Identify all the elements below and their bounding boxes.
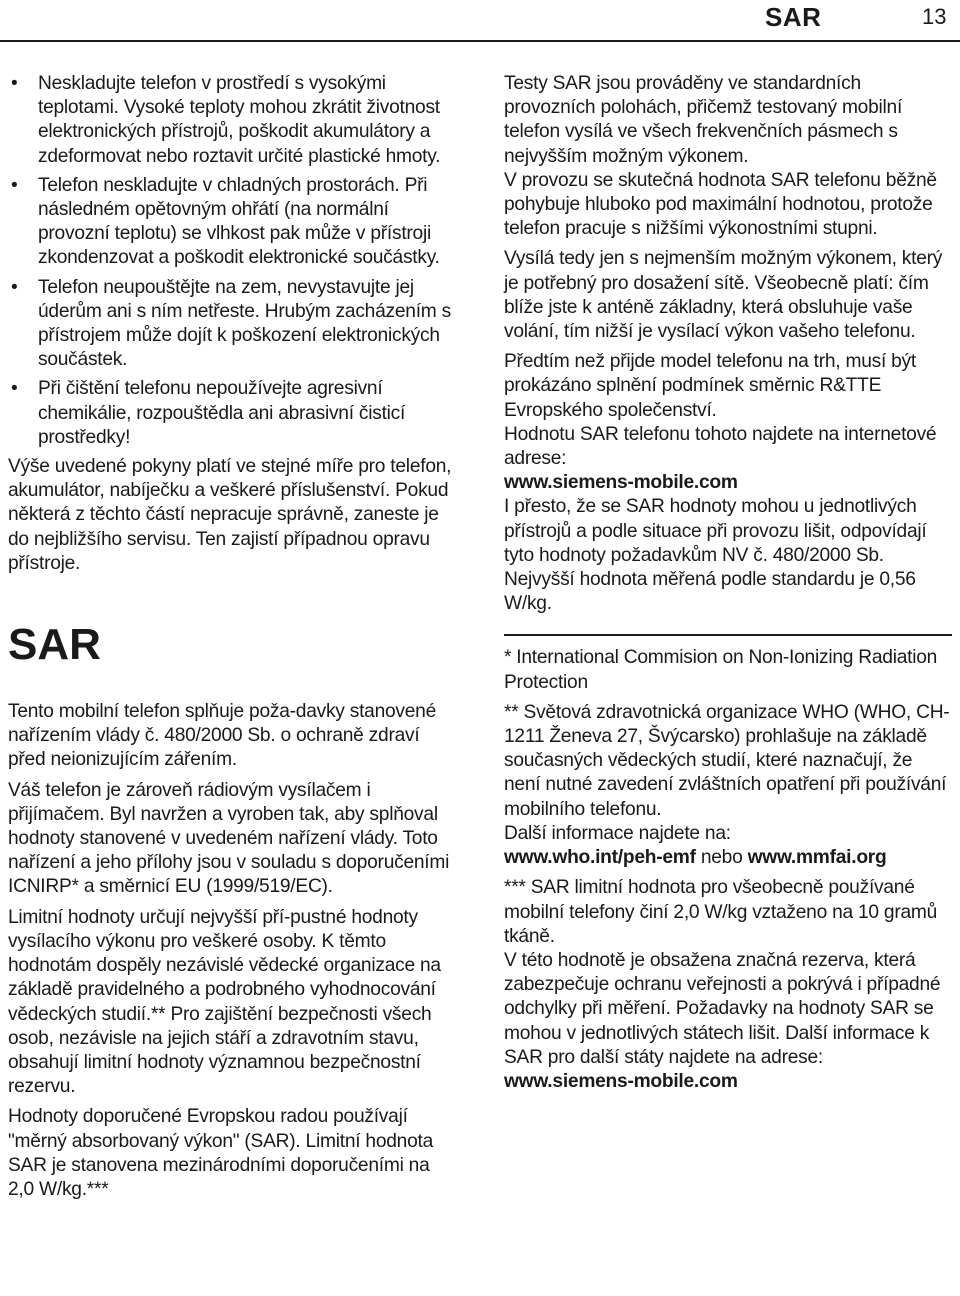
footnote-who-more: Další informace najdete na: [504,822,731,844]
care-bullet-list [8,72,456,450]
sar-tests-paragraph: Testy SAR jsou prováděny ve standardních provozních polohách, přičemž testovaný mobilní telefon vysílá ve všech frekvenčních pásmech s nejvyšším možným výkonem. [504,73,903,167]
header-rule [0,40,960,42]
page-header [0,0,960,44]
footnote-who: ** Světová zdravotnická organizace WHO (WHO, CH-1211 Ženeva 27, Švýcarsko) prohlašuje na základě současných vědeckých studií, které naznačují, že není nutné zavedení zvláštních opatření při používání mobilního telefonu. [504,701,950,820]
siemens-link-footnote[interactable]: www.siemens-mobile.com [504,1070,738,1092]
footnote-who-links [504,846,952,870]
left-column [8,72,456,1208]
footnote-icnirp: * International Commision on Non-Ionizing Radiation Protection [504,647,938,693]
sar-value-paragraph: I přesto, že se SAR hodnoty mohou u jednotlivých přístrojů a podle situace při provozu lišit, odpovídají tyto hodnoty požadavkům NV č. 480/2000 Sb. Nejvyšší hodnota měřená podle standardu je 0,56 W/kg. [504,496,927,615]
sar-power-paragraph: Vysílá tedy jen s nejmenším možným výkonem, který je potřebný pro dosažení sítě. Všeobecně platí: čím blíže jste k anténě základny, která obsluhuje vaše volání, tím nižší je vysílací výkon vašeho telefonu. [504,248,943,343]
sar-web-paragraph: Hodnotu SAR telefonu tohoto najdete na internetové adrese: [504,423,937,470]
sar-market-paragraph: Předtím než přijde model telefonu na trh, musí být prokázáno splnění podmínek směrnic R&TTE Evropského společenství. [504,351,916,421]
sar-heading: SAR [8,620,101,670]
who-link[interactable]: www.who.int/peh-emf [504,847,696,869]
footnote-sar-limit: *** SAR limitní hodnota pro všeobecně používané mobilní telefony činí 2,0 W/kg vztaženo na 10 gramů tkáně. [504,877,938,947]
sar-paragraph: Tento mobilní telefon splňuje poža-davky stanovené nařízením vlády č. 480/2000 Sb. o ochraně zdraví před neionizujícím zářením. [8,701,437,771]
sar-operation-paragraph: V provozu se skutečná hodnota SAR telefonu běžně pohybuje hluboko pod maximální hodnotou, protože telefon pracuje s nižšími výkonostními stupni. [504,169,937,240]
sar-paragraph: Limitní hodnoty určují nejvyšší pří-pustné hodnoty vysílacího výkonu pro veškeré osoby. K těmto hodnotám dospěly nezávislé vědecké organizace na základě pravidelného a podrobného vyhodnocování vědeckých studií.** Pro zajištění bezpečnosti všech osob, nezávisle na jejich stáří a zdravotním stavu, obsahují limitní hodnoty významnou bezpečnostní rezervu. [8,906,441,1098]
care-note: Výše uvedené pokyny platí ve stejné míře pro telefon, akumulátor, nabíječku a veškeré příslušenství. Pokud některá z těchto částí nepracuje správně, zaneste je do nejbližšího servisu. Ten zajistí případnou opravu přístroje. [8,456,452,574]
header-title: SAR [765,2,822,32]
links-separator: nebo [695,847,748,869]
page-number: 13 [922,4,947,29]
bullet-item: • Telefon neupouštějte na zem, nevystavujte jej úderům ani s ním netřeste. Hrubým zacházením s přístrojem může dojít k poškození elektronických součástek. [8,276,456,373]
footnote-rule [504,634,952,636]
sar-paragraph: Váš telefon je zároveň rádiovým vysílačem i přijímačem. Byl navržen a vyroben tak, aby splňoval hodnoty stanovené v uvedeném nařízení vlády. Toto nařízení a jeho přílohy jsou v souladu s doporučeními ICNIRP* a směrnicí EU (1999/519/EC). [8,779,450,898]
sar-paragraph: Hodnoty doporučené Evropskou radou používají "měrný absorbovaný výkon" (SAR). Limitní hodnota SAR je stanovena mezinárodními doporučeními na 2,0 W/kg.*** [8,1106,434,1200]
right-column [504,72,952,1094]
mmfai-link[interactable]: www.mmfai.org [747,847,887,869]
siemens-link[interactable]: www.siemens-mobile.com [504,472,738,494]
bullet-item: • Telefon neskladujte v chladných prostorách. Při následném opětovným ohřátí (na normální provozní teplotu) se vlhkost pak může v přístroji zkondenzovat a poškodit elektronické součástky. [8,174,456,271]
bullet-item: • Neskladujte telefon v prostředí s vysokými teplotami. Vysoké teploty mohou zkrátit životnost elektronických přístrojů, poškodit akumulátory a zdeformovat nebo roztavit určité plastické hmoty. [8,72,456,169]
footnote-sar-reserve: V této hodnotě je obsažena značná rezerva, která zabezpečuje ochranu veřejnosti a pokrývá i případné odchylky při měření. Požadavky na hodnoty SAR se mohou v jednotlivých státech lišit. Další informace k SAR pro další státy najdete na adrese: [504,949,941,1068]
bullet-item: • Při čištění telefonu nepoužívejte agresivní chemikálie, rozpouštědla ani abrasivní čisticí prostředky! [8,377,456,450]
